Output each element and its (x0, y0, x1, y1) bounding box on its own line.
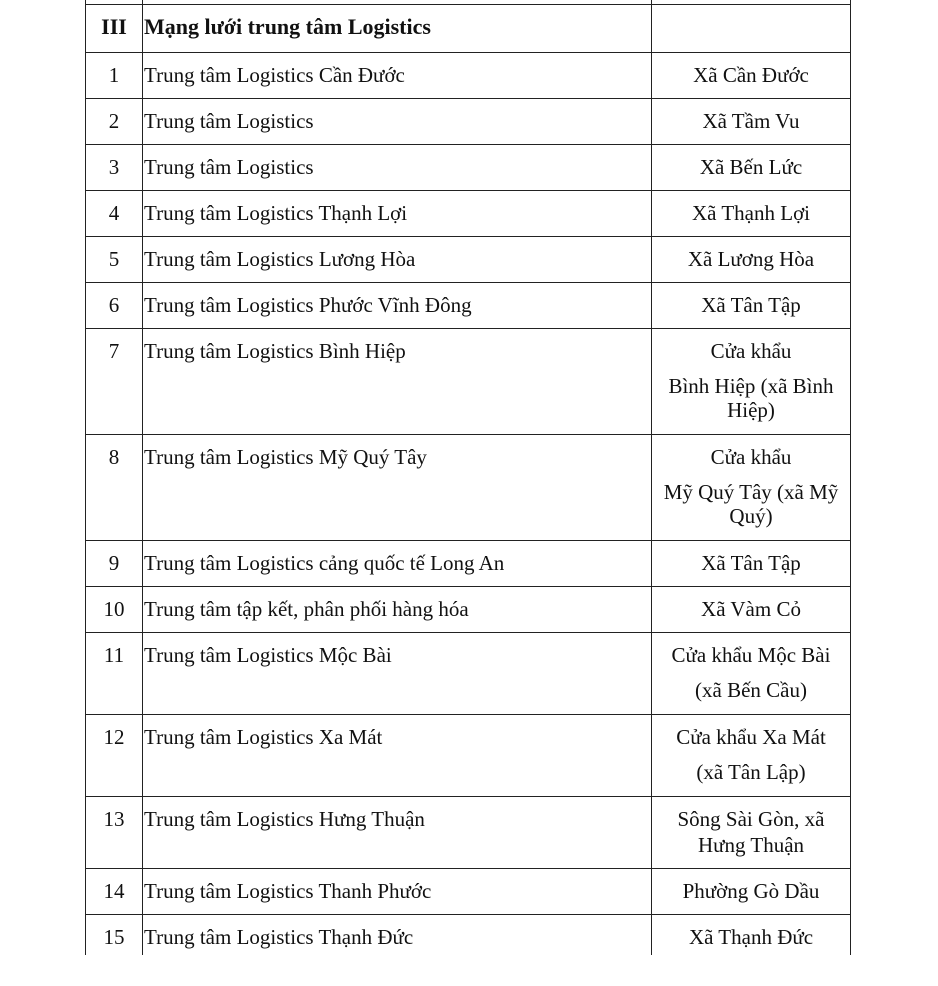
row-name: Trung tâm Logistics Xa Mát (143, 715, 652, 797)
location-line-1: Xã Tân Tập (701, 551, 801, 575)
location-line-1: Cửa khẩu (710, 445, 792, 469)
row-name: Trung tâm Logistics Thạnh Đức (143, 915, 652, 955)
table-row (86, 237, 851, 283)
location-line-1: Xã Tầm Vu (702, 109, 800, 133)
row-location (652, 435, 851, 541)
row-name: Trung tâm Logistics (143, 145, 652, 191)
section-title: Mạng lưới trung tâm Logistics (143, 5, 652, 53)
table-row (86, 587, 851, 633)
table-row (86, 869, 851, 915)
row-location (652, 797, 851, 869)
location-line-2: Mỹ Quý Tây (xã Mỹ Quý) (663, 480, 839, 528)
table-row (86, 435, 851, 541)
row-name: Trung tâm Logistics Phước Vĩnh Đông (143, 283, 652, 329)
table-row (86, 541, 851, 587)
row-name: Trung tâm Logistics Mộc Bài (143, 633, 652, 715)
location-line-1: Xã Bến Lức (699, 155, 803, 179)
row-location (652, 329, 851, 435)
row-name: Trung tâm Logistics (143, 99, 652, 145)
row-location (652, 145, 851, 191)
location-line-2: (xã Tân Lập) (696, 760, 806, 784)
location-line-1: Xã Cần Đước (693, 63, 809, 87)
row-number: 2 (86, 99, 143, 145)
row-location (652, 715, 851, 797)
row-location (652, 53, 851, 99)
location-line-1: Cửa khẩu (710, 339, 792, 363)
table-row (86, 915, 851, 955)
row-location (652, 869, 851, 915)
section-location (652, 5, 851, 53)
row-number: 5 (86, 237, 143, 283)
location-line-1: Cửa khẩu Xa Mát (676, 725, 826, 749)
row-number: 14 (86, 869, 143, 915)
row-location (652, 237, 851, 283)
location-line-2: Bình Hiệp (xã Bình Hiệp) (668, 374, 834, 422)
row-number: 15 (86, 915, 143, 955)
row-name: Trung tâm Logistics Mỹ Quý Tây (143, 435, 652, 541)
row-name: Trung tâm Logistics Hưng Thuận (143, 797, 652, 869)
location-line-1: Cửa khẩu Mộc Bài (671, 643, 831, 667)
location-line-1: Phường Gò Dầu (682, 879, 820, 903)
table-row (86, 715, 851, 797)
location-line-2: (xã Bến Cầu) (695, 678, 807, 702)
row-number: 6 (86, 283, 143, 329)
location-line-1: Xã Vàm Cỏ (701, 597, 801, 621)
table-row (86, 99, 851, 145)
location-line-1: Sông Sài Gòn, xã Hưng Thuận (677, 807, 825, 857)
row-location (652, 633, 851, 715)
row-name: Trung tâm tập kết, phân phối hàng hóa (143, 587, 652, 633)
row-number: 4 (86, 191, 143, 237)
location-line-1: Xã Thạnh Đức (688, 925, 814, 949)
logistics-table (85, 0, 851, 955)
row-location (652, 587, 851, 633)
row-name: Trung tâm Logistics cảng quốc tế Long An (143, 541, 652, 587)
table-row (86, 797, 851, 869)
row-name: Trung tâm Logistics Lương Hòa (143, 237, 652, 283)
row-number: 9 (86, 541, 143, 587)
row-number: 11 (86, 633, 143, 715)
row-location (652, 191, 851, 237)
row-location (652, 99, 851, 145)
row-name: Trung tâm Logistics Thanh Phước (143, 869, 652, 915)
row-number: 7 (86, 329, 143, 435)
row-location (652, 541, 851, 587)
row-name: Trung tâm Logistics Bình Hiệp (143, 329, 652, 435)
row-number: 10 (86, 587, 143, 633)
section-number: III (86, 5, 143, 53)
row-number: 8 (86, 435, 143, 541)
table-row (86, 53, 851, 99)
table-row (86, 283, 851, 329)
row-location (652, 915, 851, 955)
row-number: 3 (86, 145, 143, 191)
section-header-row (86, 5, 851, 53)
location-line-1: Xã Lương Hòa (687, 247, 815, 271)
location-line-1: Xã Tân Tập (701, 293, 801, 317)
row-name: Trung tâm Logistics Thạnh Lợi (143, 191, 652, 237)
table-row (86, 329, 851, 435)
row-name: Trung tâm Logistics Cần Đước (143, 53, 652, 99)
table-row (86, 191, 851, 237)
row-number: 13 (86, 797, 143, 869)
table-row (86, 633, 851, 715)
row-number: 1 (86, 53, 143, 99)
table-row (86, 145, 851, 191)
row-number: 12 (86, 715, 143, 797)
row-location (652, 283, 851, 329)
location-line-1: Xã Thạnh Lợi (691, 201, 811, 225)
